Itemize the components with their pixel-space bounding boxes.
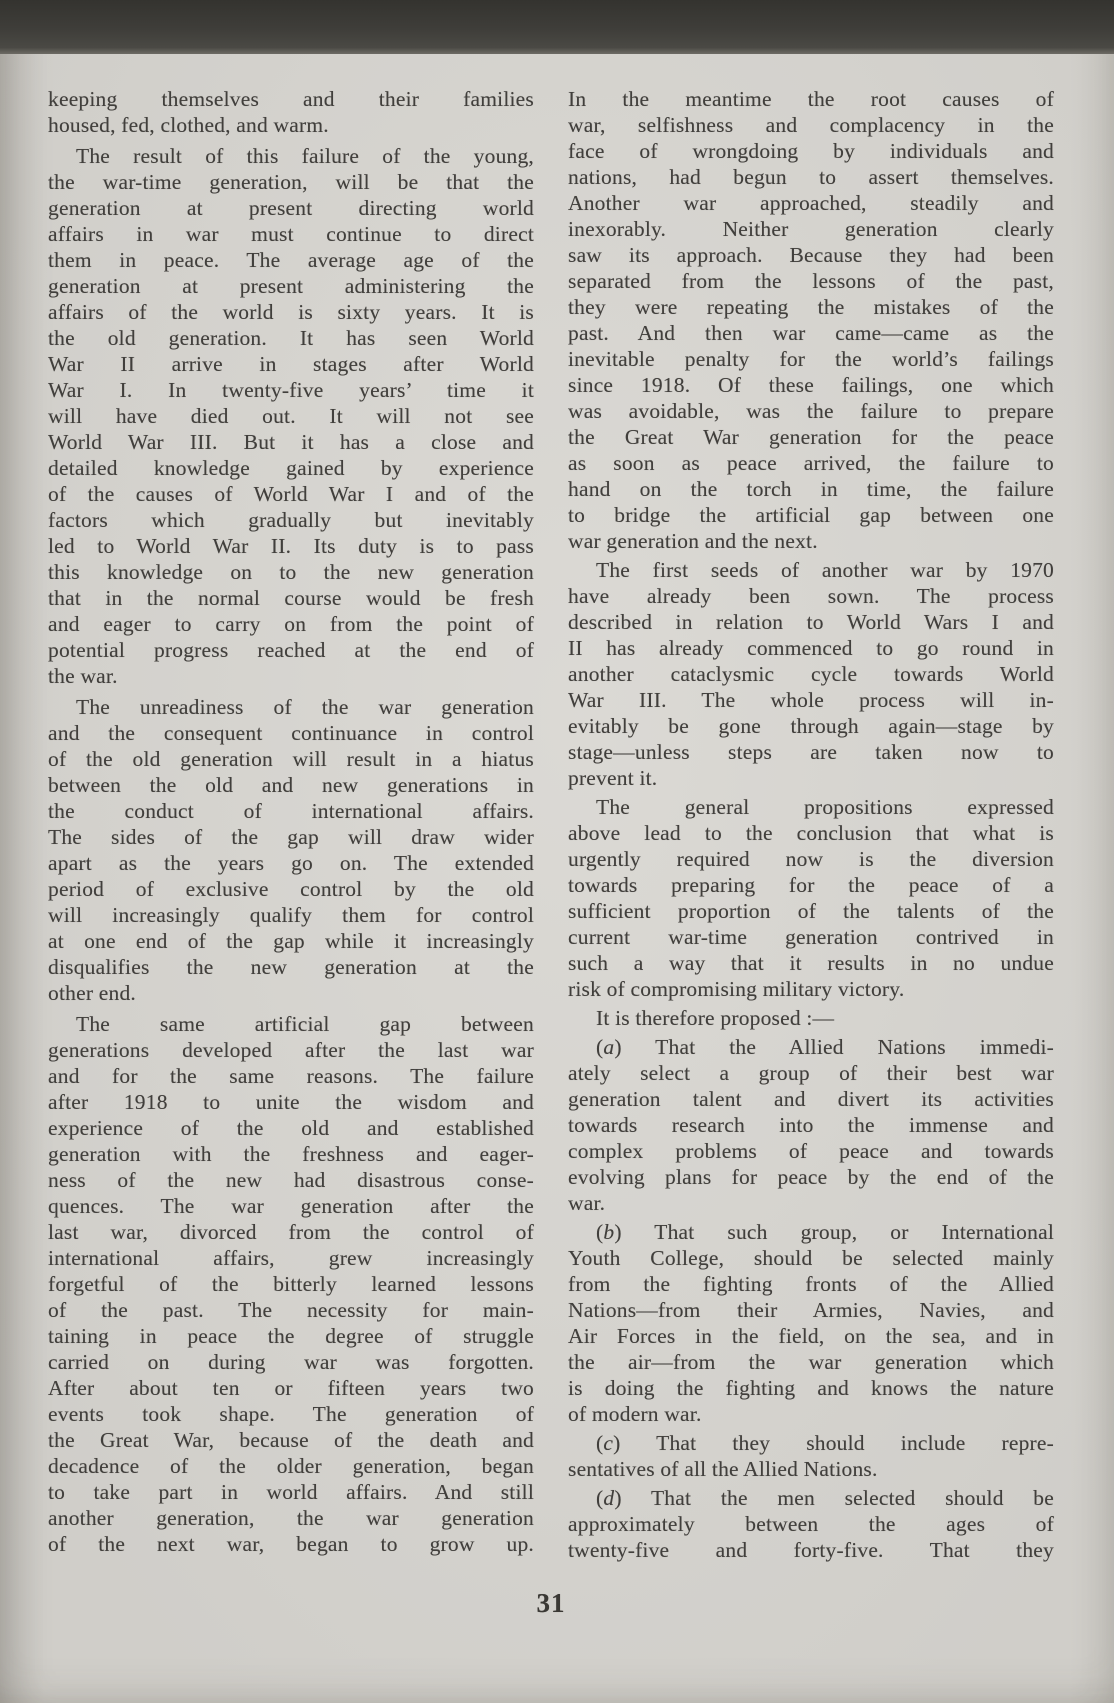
right-column (568, 86, 1054, 1563)
text-line: war, selfishness and complacency in the (568, 113, 1054, 137)
text-line: disqualifies the new generation at the (48, 955, 534, 979)
text-line: them in peace. The average age of the (48, 248, 534, 272)
text-line: the air—from the war generation which (568, 1350, 1054, 1374)
text-line: carried on during war was forgotten. (48, 1350, 534, 1374)
text-line: events took shape. The generation of (48, 1402, 534, 1426)
text-line: twenty-five and forty-five. That they (568, 1538, 1054, 1562)
text-line: experience of the old and established (48, 1116, 534, 1140)
text-line: inevitable penalty for the world’s failings (568, 347, 1054, 371)
text-line: inexorably. Neither generation clearly (568, 217, 1054, 241)
paragraph (48, 694, 534, 1006)
text-line: keeping themselves and their families (48, 87, 534, 111)
text-line: War I. In twenty-five years’ time it (48, 378, 534, 402)
text-line: affairs in war must continue to direct (48, 222, 534, 246)
text-line: saw its approach. Because they had been (568, 243, 1054, 267)
text-line: housed, fed, clothed, and warm. (48, 113, 329, 137)
text-line: as soon as peace arrived, the failure to (568, 451, 1054, 475)
page-content (48, 86, 1054, 1563)
paragraph (568, 1485, 1054, 1563)
text-line: and eager to carry on from the point of (48, 612, 534, 636)
text-line: It is therefore proposed :— (596, 1006, 835, 1030)
text-line: ness of the new had disastrous conse- (48, 1168, 534, 1192)
paragraph (568, 1034, 1054, 1216)
paragraph (568, 557, 1054, 791)
text-line: to bridge the artificial gap between one (568, 503, 1054, 527)
text-line: of the old generation will result in a hiatus (48, 747, 534, 771)
text-line: of the causes of World War I and of the (48, 482, 534, 506)
text-line: apart as the years go on. The extended (48, 851, 534, 875)
text-line: stage—unless steps are taken now to (568, 740, 1054, 764)
text-line: last war, divorced from the control of (48, 1220, 534, 1244)
text-line: The same artificial gap between (76, 1012, 534, 1036)
text-line: II has already commenced to go round in (568, 636, 1054, 660)
text-line: above lead to the conclusion that what is (568, 821, 1054, 845)
text-line: another generation, the war generation (48, 1506, 534, 1530)
text-line: generation talent and divert its activities (568, 1087, 1054, 1111)
paragraph (568, 794, 1054, 1002)
text-line: international affairs, grew increasingly (48, 1246, 534, 1270)
text-line: The first seeds of another war by 1970 (596, 558, 1054, 582)
text-line: factors which gradually but inevitably (48, 508, 534, 532)
text-line: approximately between the ages of (568, 1512, 1054, 1536)
text-line: towards preparing for the peace of a (568, 873, 1054, 897)
text-line: such a way that it results in no undue (568, 951, 1054, 975)
text-line: generation with the freshness and eager- (48, 1142, 534, 1166)
text-line: war. (568, 1191, 606, 1215)
text-line: will increasingly qualify them for control (48, 903, 534, 927)
paragraph (568, 1005, 1054, 1031)
text-line: risk of compromising military victory. (568, 977, 905, 1001)
text-line: is doing the fighting and knows the nature (568, 1376, 1054, 1400)
text-line: described in relation to World Wars I and (568, 610, 1054, 634)
paragraph (568, 1430, 1054, 1482)
text-line: after 1918 to unite the wisdom and (48, 1090, 534, 1114)
paragraph (568, 86, 1054, 554)
text-line: War III. The whole process will in- (568, 688, 1054, 712)
text-line: affairs of the world is sixty years. It is (48, 300, 534, 324)
text-line: the war-time generation, will be that the (48, 170, 534, 194)
text-line: towards research into the immense and (568, 1113, 1054, 1137)
text-line: nations, had begun to assert themselves. (568, 165, 1054, 189)
text-line: The general propositions expressed (596, 795, 1054, 819)
text-line: face of wrongdoing by individuals and (568, 139, 1054, 163)
text-line: past. And then war came—came as the (568, 321, 1054, 345)
text-line: sufficient proportion of the talents of the (568, 899, 1054, 923)
text-line: taining in peace the degree of struggle (48, 1324, 534, 1348)
text-line: (a) That the Allied Nations immedi- (596, 1035, 1054, 1059)
text-line: from the fighting fronts of the Allied (568, 1272, 1054, 1296)
paragraph (48, 86, 534, 138)
paragraph (48, 143, 534, 689)
text-line: The sides of the gap will draw wider (48, 825, 534, 849)
text-line: decadence of the older generation, began (48, 1454, 534, 1478)
text-line: war generation and the next. (568, 529, 818, 553)
text-line: another cataclysmic cycle towards World (568, 662, 1054, 686)
text-line: the Great War, because of the death and (48, 1428, 534, 1452)
text-line: generation at present directing world (48, 196, 534, 220)
text-line: generation at present administering the (48, 274, 534, 298)
text-line: separated from the lessons of the past, (568, 269, 1054, 293)
text-line: complex problems of peace and towards (568, 1139, 1054, 1163)
text-line: Nations—from their Armies, Navies, and (568, 1298, 1054, 1322)
text-line: (d) That the men selected should be (596, 1486, 1054, 1510)
text-line: evitably be gone through again—stage by (568, 714, 1054, 738)
text-line: Air Forces in the field, on the sea, and in (568, 1324, 1054, 1348)
text-line: have already been sown. The process (568, 584, 1054, 608)
text-line: of the next war, began to grow up. (48, 1532, 534, 1556)
text-line: was avoidable, was the failure to prepare (568, 399, 1054, 423)
text-line: detailed knowledge gained by experience (48, 456, 534, 480)
text-line: and the consequent continuance in control (48, 721, 534, 745)
text-line: potential progress reached at the end of (48, 638, 534, 662)
text-line: the Great War generation for the peace (568, 425, 1054, 449)
text-line: at one end of the gap while it increasingly (48, 929, 534, 953)
paragraph (48, 1011, 534, 1557)
text-line: the old generation. It has seen World (48, 326, 534, 350)
text-line: led to World War II. Its duty is to pass (48, 534, 534, 558)
text-line: will have died out. It will not see (48, 404, 534, 428)
text-line: that in the normal course would be fresh (48, 586, 534, 610)
text-line: forgetful of the bitterly learned lessons (48, 1272, 534, 1296)
text-line: World War III. But it has a close and (48, 430, 534, 454)
text-line: current war-time generation contrived in (568, 925, 1054, 949)
text-line: generations developed after the last war (48, 1038, 534, 1062)
text-line: quences. The war generation after the (48, 1194, 534, 1218)
text-line: In the meantime the root causes of (568, 87, 1054, 111)
text-line: to take part in world affairs. And still (48, 1480, 534, 1504)
text-line: other end. (48, 981, 136, 1005)
text-line: ately select a group of their best war (568, 1061, 1054, 1085)
text-line: (c) That they should include repre- (596, 1431, 1054, 1455)
text-line: this knowledge on to the new generation (48, 560, 534, 584)
text-line: between the old and new generations in (48, 773, 534, 797)
text-line: the war. (48, 664, 118, 688)
text-line: The result of this failure of the young, (76, 144, 534, 168)
text-line: prevent it. (568, 766, 658, 790)
text-line: period of exclusive control by the old (48, 877, 534, 901)
text-line: and for the same reasons. The failure (48, 1064, 534, 1088)
text-line: Youth College, should be selected mainly (568, 1246, 1054, 1270)
paragraph (568, 1219, 1054, 1427)
text-line: they were repeating the mistakes of the (568, 295, 1054, 319)
text-line: (b) That such group, or International (596, 1220, 1054, 1244)
text-line: sentatives of all the Allied Nations. (568, 1457, 878, 1481)
text-line: After about ten or fifteen years two (48, 1376, 534, 1400)
text-line: the conduct of international affairs. (48, 799, 534, 823)
text-line: of the past. The necessity for main- (48, 1298, 534, 1322)
text-line: Another war approached, steadily and (568, 191, 1054, 215)
text-line: of modern war. (568, 1402, 702, 1426)
text-line: War II arrive in stages after World (48, 352, 534, 376)
left-column (48, 86, 534, 1563)
text-line: since 1918. Of these failings, one which (568, 373, 1054, 397)
text-line: The unreadiness of the war generation (76, 695, 534, 719)
scan-edge-top (0, 0, 1114, 54)
text-line: urgently required now is the diversion (568, 847, 1054, 871)
page-number: 31 (536, 1588, 566, 1618)
text-line: hand on the torch in time, the failure (568, 477, 1054, 501)
text-line: evolving plans for peace by the end of the (568, 1165, 1054, 1189)
